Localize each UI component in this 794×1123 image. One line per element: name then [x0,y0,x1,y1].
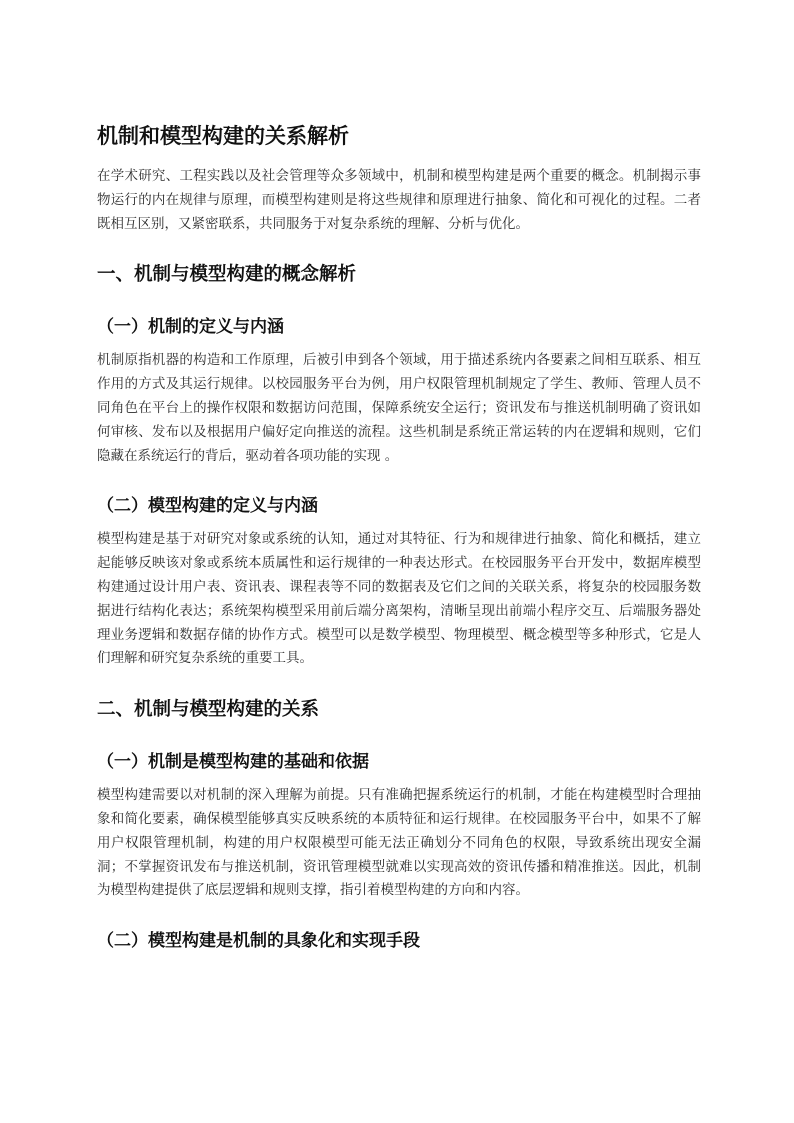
section-2-heading: 二、机制与模型构建的关系 [97,699,320,721]
section-2-1-heading: （一）机制是模型构建的基础和依据 [97,752,369,773]
document-page [97,121,701,963]
section-2-1-paragraph: 模型构建需要以对机制的深入理解为前提。只有准确把握系统运行的机制，才能在构建模型时合理抽象和简化要素，确保模型能够真实反映系统的本质特征和运行规律。在校园服务平台中，如果不了解用户权限管理机制，构建的用户权限模型可能无法正确划分不同角色的权限，导致系统出现安全漏洞；不掌握资讯发布与推送机制，资讯管理模型就难以实现高效的资讯传播和精准推送。因此，机制为模型构建提供了底层逻辑和规则支撑，指引着模型构建的方向和内容。 [97,787,701,899]
section-1-2-heading: （二）模型构建的定义与内涵 [97,496,318,517]
section-1-2-paragraph: 模型构建是基于对研究对象或系统的认知，通过对其特征、行为和规律进行抽象、简化和概括，建立起能够反映该对象或系统本质属性和运行规律的一种表达形式。在校园服务平台开发中，数据库模型构建通过设计用户表、资讯表、课程表等不同的数据表及它们之间的关联关系，将复杂的校园服务数据进行结构化表达；系统架构模型采用前后端分离架构，清晰呈现出前端小程序交互、后端服务器处理业务逻辑和数据存储的协作方式。模型可以是数学模型、物理模型、概念模型等多种形式，它是人们理解和研究复杂系统的重要工具。 [97,531,701,667]
section-1-heading: 一、机制与模型构建的概念解析 [97,264,357,286]
intro-paragraph: 在学术研究、工程实践以及社会管理等众多领域中，机制和模型构建是两个重要的概念。机制揭示事物运行的内在规律与原理，而模型构建则是将这些规律和原理进行抽象、简化和可视化的过程。二者既相互区别，又紧密联系，共同服务于对复杂系统的理解、分析与优化。 [97,168,701,232]
section-2-2-heading: （二）模型构建是机制的具象化和实现手段 [97,931,420,952]
section-1-1-paragraph: 机制原指机器的构造和工作原理，后被引申到各个领域，用于描述系统内各要素之间相互联系、相互作用的方式及其运行规律。以校园服务平台为例，用户权限管理机制规定了学生、教师、管理人员不同角色在平台上的操作权限和数据访问范围，保障系统安全运行；资讯发布与推送机制明确了资讯如何审核、发布以及根据用户偏好定向推送的流程。这些机制是系统正常运转的内在逻辑和规则，它们隐藏在系统运行的背后，驱动着各项功能的实现 。 [97,352,701,464]
document-title: 机制和模型构建的关系解析 [97,124,349,148]
section-1-1-heading: （一）机制的定义与内涵 [97,317,284,338]
